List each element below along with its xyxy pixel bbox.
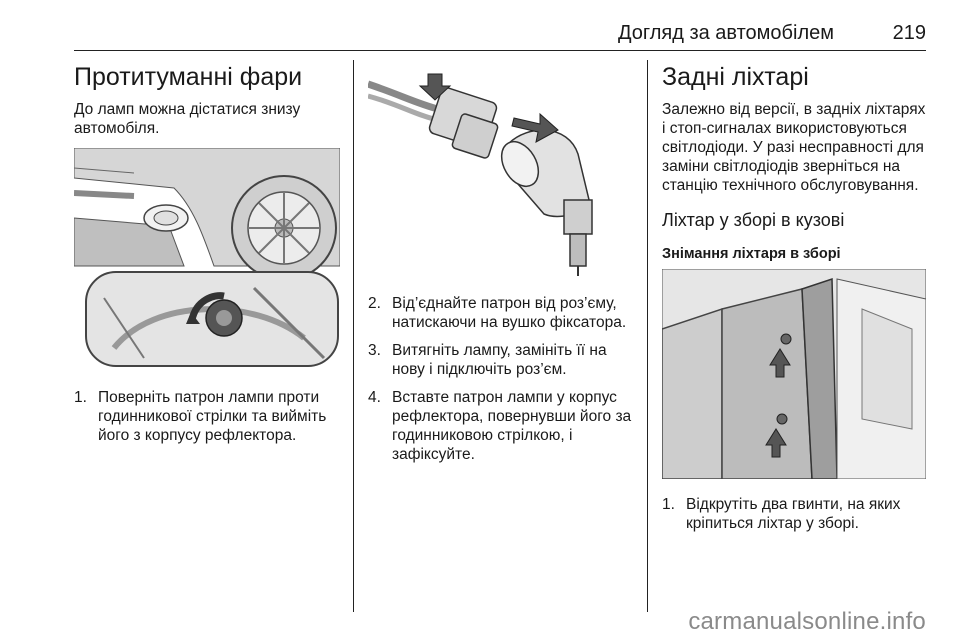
tail-light-steps: [662, 495, 926, 533]
step-text: Від’єднайте патрон від роз’єму, натискаючи на вушко фіксатора.: [392, 295, 627, 331]
step-text: Вставте патрон лампи у корпус рефлектора, повернувши його за годинниковою стрілкою, і зафіксуйте.: [392, 389, 632, 463]
bulb-connector-illustration: [368, 64, 634, 278]
fog-light-illustration: [74, 148, 340, 370]
page-number: 219: [892, 22, 926, 44]
step-number: 1.: [662, 496, 675, 513]
step-number: 4.: [368, 389, 381, 406]
step-text: Поверніть патрон лампи проти годинникової стрілки та вийміть його з корпусу рефлектора.: [98, 389, 327, 444]
step-item: [368, 341, 634, 379]
step-text: Відкрутіть два гвинти, на яких кріпиться ліхтар у зборі.: [686, 496, 901, 532]
heading-rear-lights: Задні ліхтарі: [662, 63, 809, 91]
heading-fog-lights: Протитуманні фари: [74, 63, 303, 91]
section-title: Догляд за автомобілем: [617, 22, 834, 44]
step-number: 3.: [368, 342, 381, 359]
step-item: [74, 388, 340, 445]
step-number: 1.: [74, 389, 87, 406]
step-text: Витягніть лампу, замініть її на нову і підключіть роз’єм.: [392, 342, 607, 378]
watermark: carmanualsonline.info: [688, 608, 926, 635]
column-divider-1: [353, 60, 354, 612]
step-item: [662, 495, 926, 533]
column-divider-2: [647, 60, 648, 612]
intro-fog-lights: До ламп можна дістатися знизу автомобіля.: [74, 101, 301, 137]
heading-tail-light-assembly: Ліхтар у зборі в кузові: [662, 210, 845, 230]
column-bulb-replacement: [368, 62, 634, 473]
step-item: [368, 294, 634, 332]
column-fog-lights: [74, 62, 340, 454]
fog-light-steps: [74, 388, 340, 445]
tail-light-screws-illustration: [662, 269, 926, 479]
intro-rear-lights: Залежно від версії, в задніх ліхтарях і стоп-сигналах використовуються світлодіоди. У разі несправності для заміни світлодіодів зверніться на станцію технічного обслуговування.: [662, 101, 926, 194]
bulb-steps: [368, 294, 634, 464]
heading-remove-tail-light: Знімання ліхтаря в зборі: [662, 246, 841, 262]
step-item: [368, 388, 634, 464]
step-number: 2.: [368, 295, 381, 312]
column-rear-lights: [662, 62, 926, 542]
page-header: [74, 10, 926, 51]
